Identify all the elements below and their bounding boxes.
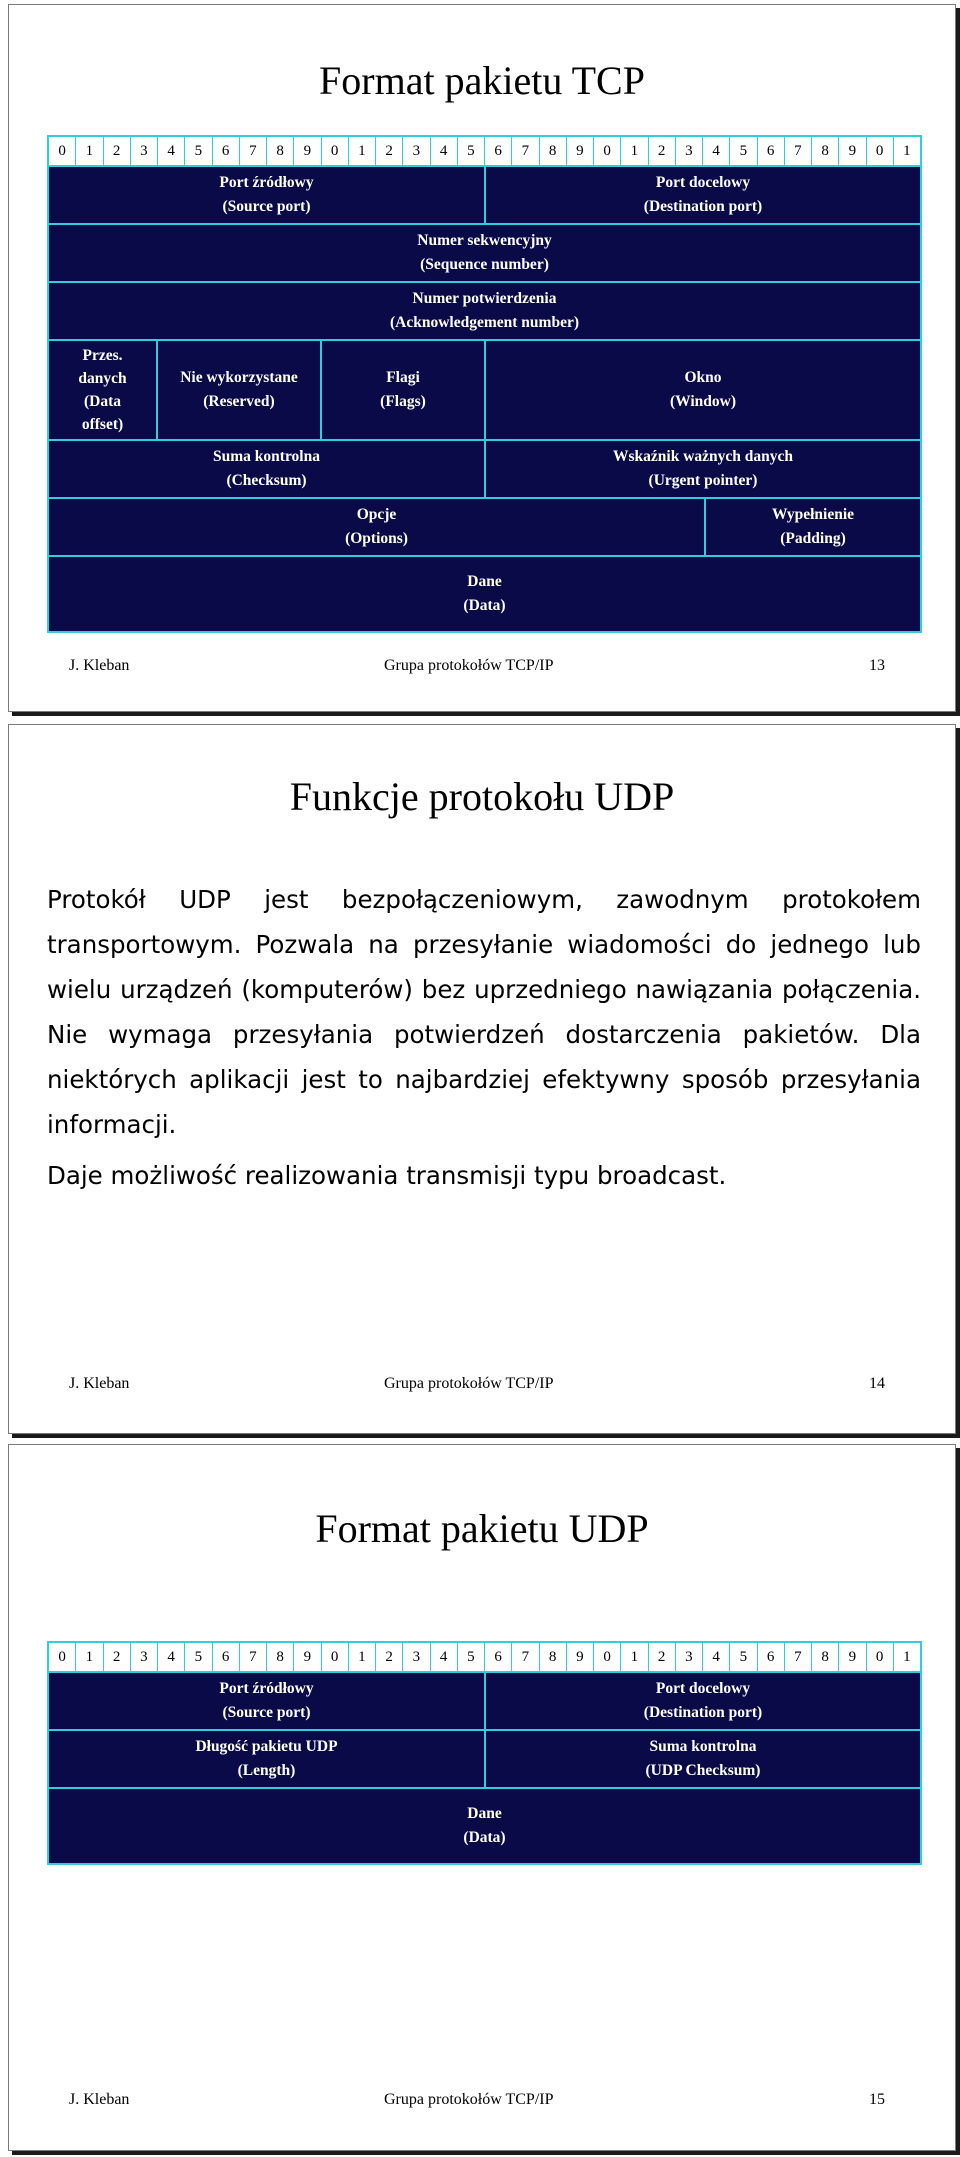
paragraph-broadcast: Daje możliwość realizowania transmisji typu broadcast.	[47, 1161, 727, 1190]
bit-index-label: 5	[185, 137, 212, 165]
field-udp-checksum: Suma kontrolna (UDP Checksum)	[486, 1731, 920, 1789]
bit-ruler	[49, 137, 920, 167]
slide-title: Funkcje protokołu UDP	[289, 774, 675, 819]
field-data-offset: Przes. danych (Data offset)	[49, 341, 158, 441]
field-checksum: Suma kontrolna (Checksum)	[49, 441, 486, 499]
bit-index-label: 8	[267, 1643, 294, 1671]
bit-index-label: 4	[431, 137, 458, 165]
bit-index-label: 1	[349, 1643, 376, 1671]
bit-index-label: 9	[839, 1643, 866, 1671]
bit-index-label: 5	[730, 1643, 757, 1671]
field-window: Okno (Window)	[486, 341, 920, 441]
slide-footer	[69, 1375, 885, 1397]
bit-index-label: 9	[294, 137, 321, 165]
bit-index-label: 3	[403, 1643, 430, 1671]
bit-index-label: 4	[703, 137, 730, 165]
bit-index-label: 0	[867, 1643, 894, 1671]
bit-index-label: 2	[104, 1643, 131, 1671]
field-sequence-number: Numer sekwencyjny (Sequence number)	[49, 225, 920, 283]
field-acknowledgement-number: Numer potwierdzenia (Acknowledgement number)	[49, 283, 920, 341]
page-number: 15	[869, 2091, 885, 2108]
bit-index-label: 6	[485, 1643, 512, 1671]
bit-index-label: 1	[621, 1643, 648, 1671]
field-data: Dane (Data)	[463, 573, 506, 614]
footer-title: Grupa protokołów TCP/IP	[384, 1375, 554, 1392]
bit-index-label: 7	[240, 1643, 267, 1671]
bit-index-label: 0	[867, 137, 894, 165]
field-length: Długość pakietu UDP (Length)	[49, 1731, 486, 1789]
paragraph-udp-description: Protokół UDP jest bezpołączeniowym, zawodnym protokołem transportowym. Pozwala na przesyłanie wiadomości do jednego lub wielu urządzeń (komputerów) bez uprzedniego nawiązania połączenia. Nie wymaga przesyłania potwierdzeń dostarczenia pakietów. Dla niektórych aplikacji jest to najbardziej efektywny sposób przesyłania informacji.	[47, 885, 921, 1139]
bit-index-label: 7	[512, 1643, 539, 1671]
bit-index-label: 9	[839, 137, 866, 165]
bit-index-label: 6	[485, 137, 512, 165]
tcp-packet-diagram	[47, 135, 922, 633]
slide-footer	[69, 2091, 885, 2113]
bit-index-label: 1	[903, 1649, 911, 1665]
footer-author: J. Kleban	[69, 657, 130, 674]
bit-index-label: 4	[158, 1643, 185, 1671]
bit-index-label: 3	[131, 1643, 158, 1671]
bit-index-label: 2	[376, 137, 403, 165]
footer-title: Grupa protokołów TCP/IP	[384, 2091, 554, 2108]
footer-title: Grupa protokołów TCP/IP	[384, 657, 554, 674]
bit-index-label: 2	[376, 1643, 403, 1671]
bit-index-label: 6	[213, 137, 240, 165]
slide-tcp-format	[8, 4, 956, 712]
field-flags: Flagi (Flags)	[322, 341, 486, 441]
field-options: Opcje (Options)	[49, 499, 706, 557]
bit-index-label: 2	[104, 137, 131, 165]
bit-index-label: 8	[267, 137, 294, 165]
bit-index-label: 3	[131, 137, 158, 165]
bit-index-label: 4	[703, 1643, 730, 1671]
bit-index-label: 0	[594, 1643, 621, 1671]
bit-index-label: 6	[758, 1643, 785, 1671]
field-urgent-pointer: Wskaźnik ważnych danych (Urgent pointer)	[486, 441, 920, 499]
bit-index-label: 7	[512, 137, 539, 165]
page-number: 14	[869, 1375, 885, 1392]
bit-index-label: 9	[567, 1643, 594, 1671]
bit-index-label: 5	[458, 1643, 485, 1671]
bit-index-label: 8	[540, 1643, 567, 1671]
bit-index-label: 1	[349, 137, 376, 165]
field-destination-port: Port docelowy (Destination port)	[486, 167, 920, 225]
bit-index-label: 5	[185, 1643, 212, 1671]
bit-index-label: 4	[158, 137, 185, 165]
slide-title: Format pakietu TCP	[319, 58, 645, 103]
bit-index-label: 0	[594, 137, 621, 165]
bit-index-label: 4	[431, 1643, 458, 1671]
bit-index-label: 2	[649, 1643, 676, 1671]
bit-index-label: 5	[730, 137, 757, 165]
page-number: 13	[869, 657, 885, 674]
bit-index-label: 1	[621, 137, 648, 165]
bit-index-label: 0	[49, 1643, 76, 1671]
bit-index-label: 8	[812, 1643, 839, 1671]
bit-index-label: 0	[322, 1643, 349, 1671]
slide-title: Format pakietu UDP	[315, 1506, 649, 1551]
slide-udp-functions	[8, 724, 956, 1434]
bit-index-label: 8	[812, 137, 839, 165]
slide-udp-format	[8, 1444, 956, 2151]
bit-index-label: 7	[240, 137, 267, 165]
slide-footer	[69, 657, 885, 679]
bit-index-label: 3	[676, 137, 703, 165]
bit-index-label: 9	[294, 1643, 321, 1671]
bit-index-label: 0	[49, 137, 76, 165]
bit-index-label: 6	[758, 137, 785, 165]
bit-index-label: 7	[785, 137, 812, 165]
bit-index-label: 8	[540, 137, 567, 165]
bit-index-label: 1	[76, 137, 103, 165]
bit-index-label: 7	[785, 1643, 812, 1671]
bit-index-label: 0	[322, 137, 349, 165]
udp-packet-diagram	[47, 1641, 922, 1865]
bit-index-label: 5	[458, 137, 485, 165]
bit-index-label: 1	[903, 143, 911, 159]
field-reserved: Nie wykorzystane (Reserved)	[158, 341, 322, 441]
field-data: Dane (Data)	[463, 1805, 506, 1846]
footer-author: J. Kleban	[69, 2091, 130, 2108]
footer-author: J. Kleban	[69, 1375, 130, 1392]
bit-index-label: 2	[649, 137, 676, 165]
bit-ruler	[49, 1643, 920, 1673]
bit-index-label: 3	[403, 137, 430, 165]
field-source-port: Port źródłowy (Source port)	[49, 167, 486, 225]
bit-index-label: 9	[567, 137, 594, 165]
field-source-port: Port źródłowy (Source port)	[49, 1673, 486, 1731]
field-padding: Wypełnienie (Padding)	[706, 499, 920, 557]
field-destination-port: Port docelowy (Destination port)	[486, 1673, 920, 1731]
bit-index-label: 6	[213, 1643, 240, 1671]
bit-index-label: 1	[76, 1643, 103, 1671]
bit-index-label: 3	[676, 1643, 703, 1671]
